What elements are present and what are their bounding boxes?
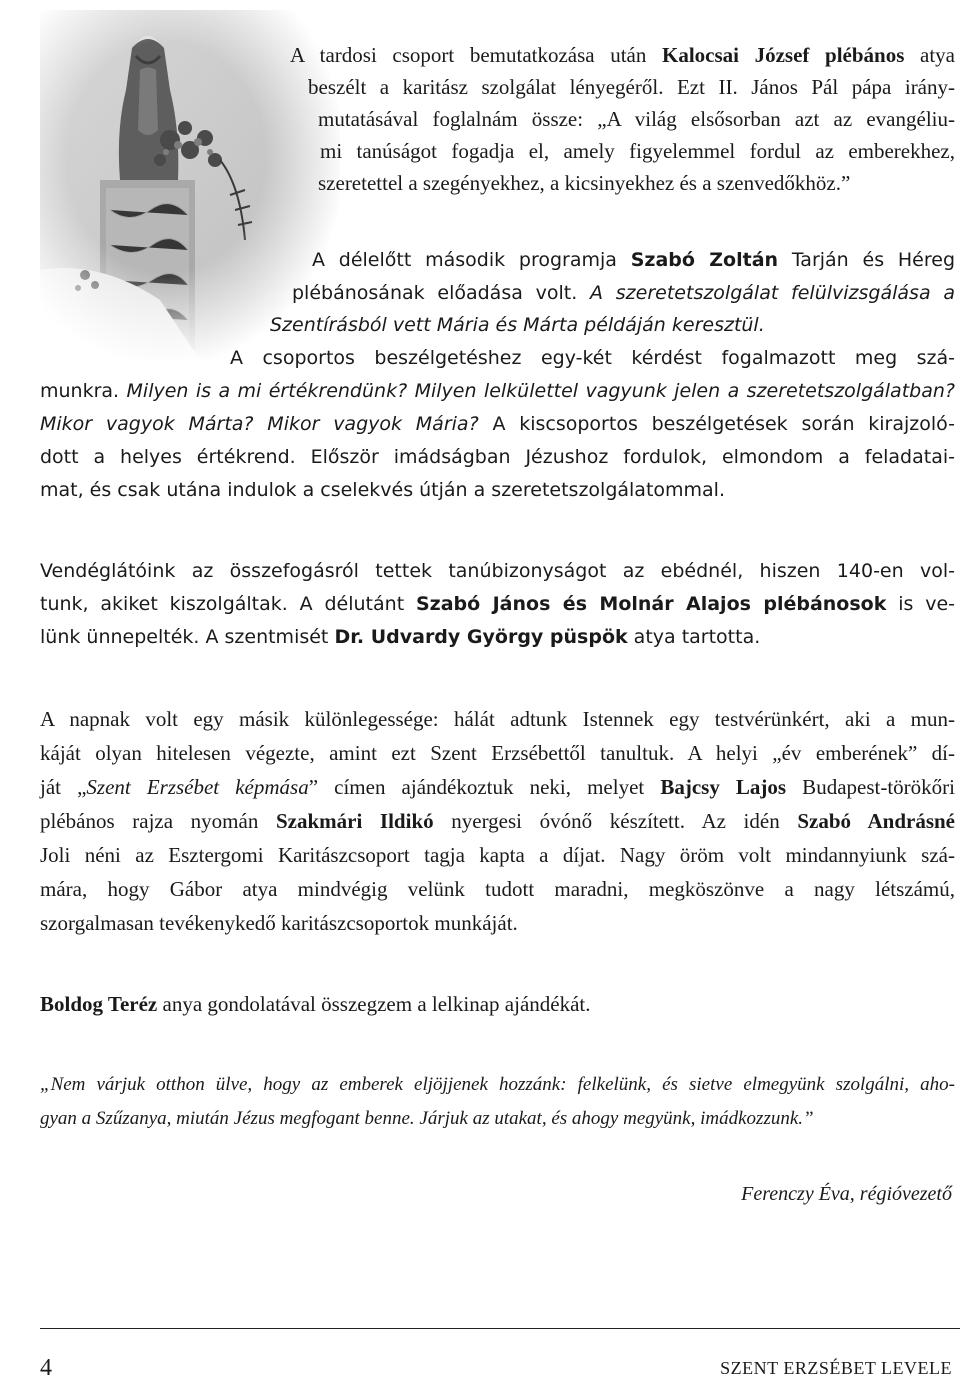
journal-title: SZENT ERZSÉBET LEVELE	[720, 1358, 952, 1378]
p3-line-2: tunk, akiket kiszolgáltak. A délutánt Szabó János és Molnár Alajos plébánosok is ve-	[40, 593, 956, 615]
p2-line-5: munkra. Milyen is a mi értékrendünk? Milyen lelkülettel vagyunk jelen a szeretetszolgálatban?	[40, 380, 955, 402]
p2-line-8: mat, és csak utána indulok a cselekvés útján a szeretetszolgálatommal.	[40, 479, 725, 501]
p1-line-1: A tardosi csoport bemutatkozása után Kalocsai József plébános atya	[290, 43, 955, 67]
p2-line-7: dott a helyes értékrend. Először imádságban Jézushoz fordulok, elmondom a feladatai-	[40, 446, 955, 468]
p4-line-2: káját olyan hitelesen végezte, amint ezt Szent Erzsébettől tanultuk. A helyi „év emberének” dí-	[40, 741, 955, 765]
p2-line-2: plébánosának előadása volt. A szeretetszolgálat felülvizsgálása a	[292, 282, 955, 304]
p5-line: Boldog Teréz anya gondolatával összegzem a lelkinap ajándékát.	[40, 992, 591, 1016]
p4-line-4: plébános rajza nyomán Szakmári Ildikó nyergesi óvónő készített. Az idén Szabó Andrásné	[40, 809, 956, 833]
p1-line-5: szeretettel a szegényekhez, a kicsinyekhez és a szenvedőkhöz.”	[318, 171, 851, 195]
p1-line-2: beszélt a karitász szolgálat lényegéről. Ezt II. János Pál pápa irány-	[308, 75, 955, 99]
p2-line-1: A délelőtt második programja Szabó Zoltán Tarján és Héreg	[312, 249, 956, 271]
signature: Ferenczy Éva, régióvezető	[741, 1183, 952, 1205]
p1-line-4: mi tanúságot fogadja el, amely figyelemmel fordul az emberekhez,	[320, 139, 955, 163]
p3-line-3: lünk ünnepelték. A szentmisét Dr. Udvardy György püspök atya tartotta.	[40, 626, 761, 648]
page-number: 4	[40, 1355, 52, 1381]
p4-line-3: ját „Szent Erzsébet képmása” címen ajándékoztuk neki, melyet Bajcsy Lajos Budapest-törökőri	[40, 775, 955, 799]
p2-line-4: A csoportos beszélgetéshez egy-két kérdést fogalmazott meg szá-	[230, 347, 955, 369]
p2-line-3: Szentírásból vett Mária és Márta példáján keresztül.	[270, 314, 765, 336]
p4-line-6: mára, hogy Gábor atya mindvégig velünk tudott maradni, megköszönve a nagy létszámú,	[40, 877, 955, 901]
p2-line-6: Mikor vagyok Márta? Mikor vagyok Mária? A kiscsoportos beszélgetések során kirajzoló-	[40, 413, 955, 435]
quote-line-2: gyan a Szűzanya, miután Jézus megfogant benne. Járjuk az utakat, és ahogy megyünk, imádkozzunk.”	[40, 1108, 814, 1129]
p4-line-7: szorgalmasan tevékenykedő karitászcsoportok munkáját.	[40, 911, 518, 935]
p1-line-3: mutatásával foglalnám össze: „A világ elsősorban azt az evangéliu-	[318, 107, 955, 131]
p4-line-5: Joli néni az Esztergomi Karitászcsoport tagja kapta a díjat. Nagy öröm volt mindannyiunk szá-	[40, 843, 955, 867]
p3-line-1: Vendéglátóink az összefogásról tettek tanúbizonyságot az ebédnél, hiszen 140-en vol-	[40, 560, 955, 582]
footer-rule	[40, 1328, 960, 1329]
quote-line-1: „Nem várjuk otthon ülve, hogy az emberek eljöjjenek hozzánk: felkelünk, és sietve elmegyünk szolgálni, aho-	[40, 1074, 955, 1095]
p4-line-1: A napnak volt egy másik különlegessége: hálát adtunk Istennek egy testvérünkért, aki a mun-	[40, 707, 955, 731]
